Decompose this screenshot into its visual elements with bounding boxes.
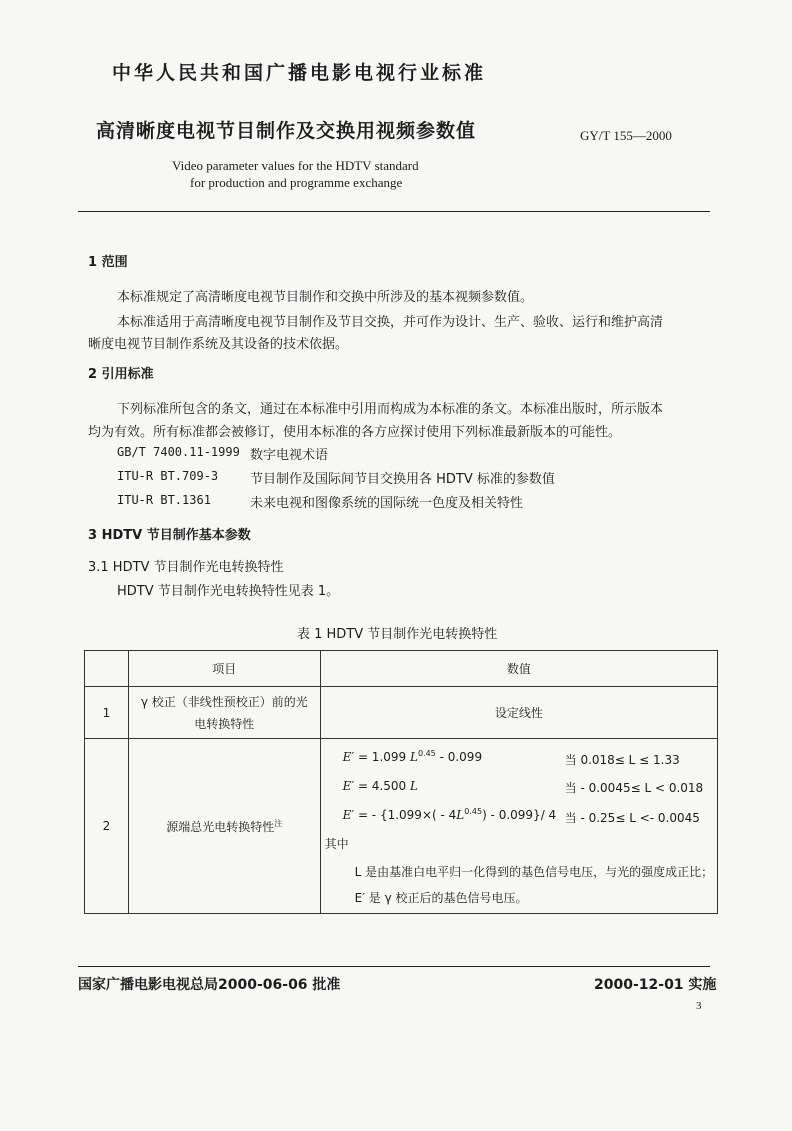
section-2-paragraph-line-1: 下列标准所包含的条文，通过在本标准中引用而构成为本标准的条文。本标准出版时，所示版本 xyxy=(117,402,664,417)
equation-variable: L xyxy=(409,779,418,793)
equation-1-condition: 当 0.018≤ L ≤ 1.33 xyxy=(564,753,680,767)
table-header-row xyxy=(85,651,718,687)
reference-title: 数字电视术语 xyxy=(250,448,329,463)
reference-code: ITU-R BT.1361 xyxy=(117,493,211,507)
section-2-paragraph-line-2: 均为有效。所有标准都会被修订，使用本标准的各方应探讨使用下列标准最新版本的可能性。 xyxy=(88,425,622,440)
table-cell-equations xyxy=(320,739,717,914)
table-header-no xyxy=(85,651,129,687)
equation-term: = 1.099 xyxy=(354,750,410,764)
document-title-cn: 高清晰度电视节目制作及交换用视频参数值 xyxy=(96,120,477,142)
footer-divider xyxy=(78,966,710,967)
table-caption: 表 1 HDTV 节目制作光电转换特性 xyxy=(297,627,498,642)
section-3-1-heading: 3.1 HDTV 节目制作光电转换特性 xyxy=(88,560,284,575)
equation-2-condition: 当 - 0.0045≤ L < 0.018 xyxy=(564,781,704,795)
table-cell-item xyxy=(128,739,320,914)
document-title-en-line1: Video parameter values for the HDTV standard xyxy=(172,158,419,173)
table-header-value: 数值 xyxy=(320,651,717,687)
header-divider xyxy=(78,211,710,212)
equation-lhs: E′ xyxy=(342,750,355,764)
where-label: 其中 xyxy=(324,837,349,851)
table-cell-no: 1 xyxy=(85,687,129,739)
equation-lhs: E′ xyxy=(342,779,355,793)
section-1-paragraph-1: 本标准规定了高清晰度电视节目制作和交换中所涉及的基本视频参数值。 xyxy=(117,290,534,305)
issuing-organization: 中华人民共和国广播电影电视行业标准 xyxy=(112,62,487,84)
approval-statement: 国家广播电影电视总局2000-06-06 批准 xyxy=(78,977,341,993)
standard-number: GY/T 155—2000 xyxy=(580,128,672,143)
equation-term: = - {1.099×( - 4 xyxy=(354,808,457,822)
section-1-heading: 1 范围 xyxy=(88,255,128,270)
equation-term: ) - 0.099}/ 4 xyxy=(482,808,557,822)
reference-title: 节目制作及国际间节目交换用各 HDTV 标准的参数值 xyxy=(250,472,555,487)
section-1-paragraph-2-line-1: 本标准适用于高清晰度电视节目制作及节目交换，并可作为设计、生产、验收、运行和维护高清 xyxy=(117,315,664,330)
table-cell-no: 2 xyxy=(85,739,129,914)
implementation-date: 2000-12-01 实施 xyxy=(594,977,717,993)
equation-1 xyxy=(343,749,482,764)
table-row xyxy=(85,687,718,739)
parameter-table xyxy=(84,650,718,914)
definition-E: E′ 是 γ 校正后的基色信号电压。 xyxy=(354,891,528,905)
footnote-mark: 注 xyxy=(274,818,283,828)
definition-L: L 是由基准白电平归一化得到的基色信号电压，与光的强度成正比； xyxy=(354,865,714,879)
reference-code: GB/T 7400.11-1999 xyxy=(117,445,240,459)
page-number: 3 xyxy=(696,1000,702,1012)
document-title-en-line2: for production and programme exchange xyxy=(190,175,403,190)
equation-variable: L xyxy=(456,808,465,822)
table-cell-item-line: γ 校正（非线性预校正）前的光 xyxy=(140,694,308,709)
table-cell-item-line: 电转换特性 xyxy=(194,716,255,731)
equation-term: - 0.099 xyxy=(435,750,483,764)
section-2-heading: 2 引用标准 xyxy=(88,367,154,382)
section-3-heading: 3 HDTV 节目制作基本参数 xyxy=(88,528,251,543)
table-cell-item xyxy=(128,687,320,739)
table-header-item: 项目 xyxy=(128,651,320,687)
table-cell-value: 设定线性 xyxy=(320,687,717,739)
equation-exponent: 0.45 xyxy=(464,807,483,816)
table-cell-item-text: 源端总光电转换特性 xyxy=(166,819,275,834)
equation-exponent: 0.45 xyxy=(417,749,436,758)
section-1-paragraph-2-line-2: 晰度电视节目制作系统及其设备的技术依据。 xyxy=(88,337,349,352)
reference-title: 未来电视和图像系统的国际统一色度及相关特性 xyxy=(250,496,524,511)
equation-3 xyxy=(343,807,557,822)
equation-variable: L xyxy=(409,750,418,764)
equation-lhs: E′ xyxy=(342,808,355,822)
equation-term: = 4.500 xyxy=(354,779,410,793)
section-3-1-text: HDTV 节目制作光电转换特性见表 1。 xyxy=(117,584,340,599)
equation-3-condition: 当 - 0.25≤ L <- 0.0045 xyxy=(564,811,700,825)
reference-code: ITU-R BT.709-3 xyxy=(117,469,219,483)
equation-2 xyxy=(343,779,418,793)
table-row xyxy=(85,739,718,914)
